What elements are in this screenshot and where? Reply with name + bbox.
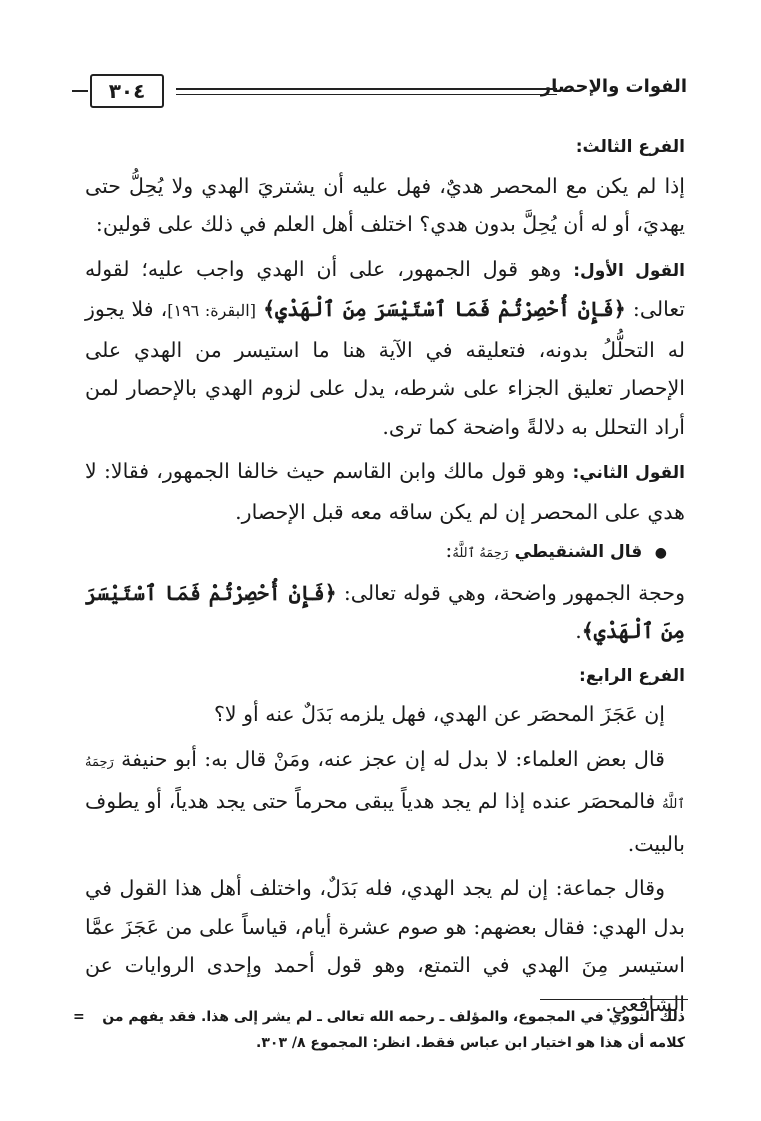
page-number: ٣٠٤ — [90, 74, 164, 108]
paragraph: إذا لم يكن مع المحصر هديٌ، فهل عليه أن يشتريَ الهدي ولا يُحِلُّ حتى يهديَ، أو له أن يُحِلَّ بدون هدي؟ اختلف أهل العلم في ذلك على قولين: — [85, 173, 685, 236]
footnote-continuation-marker: = — [73, 1009, 85, 1025]
paragraph — [85, 574, 685, 651]
footnote — [73, 1004, 685, 1056]
first-opinion-label: القول الأول: — [573, 260, 685, 281]
text: قال بعض العلماء: لا بدل له إن عجز عنه، ومَنْ قال به: أبو حنيفة — [121, 746, 665, 771]
footnote-text: ذلك النووي في المجموع، والمؤلف ـ رحمه الله تعالى ـ لم يشر إلى هذا. فقد يفهم من كلامه أن هذا هو اختيار ابن عباس فقط. انظر: المجموع ٨/ ٣٠٣. — [102, 1009, 685, 1051]
text: وهو قول مالك وابن القاسم حيث خالفا الجمهور، فقالا: لا هدي على المحصر إن لم يكن ساقه معه قبل الإحصار. — [85, 459, 685, 524]
period: . — [575, 619, 582, 643]
running-header — [72, 68, 687, 120]
verse-reference: [البقرة: ١٩٦] — [167, 301, 256, 320]
header-rule — [72, 90, 88, 92]
paragraph: إن عَجَزَ المحصَر عن الهدي، فهل يلزمه بَدَلٌ عنه أو لا؟ — [214, 702, 665, 726]
bullet-line — [85, 531, 685, 574]
paragraph-second-opinion — [85, 452, 685, 531]
honorific: رَحِمَهُ ٱللَّهُ — [85, 754, 685, 812]
paragraph: وقال جماعة: إن لم يجد الهدي، فله بَدَلٌ، واختلف أهل هذا القول في بدل الهدي: فقال بعضهم: هو صوم عشرة أيام، قياساً على من عَجَزَ عمَّا استيسر مِنَ الهدي في التمتع، وهو قول أحمد وإحدى الروايات عن الشافعي. — [85, 876, 685, 1016]
text: ، فلا يجوز له التحلُّلُ بدونه، فتعليقه في الآية هنا ما استيسر من الهدي على الإحصار تعليق الجزاء على شرطه، يدل على لزوم الهدي بالإحصار لمن أراد التحلل به دلالةً واضحة كما ترى. — [85, 297, 685, 439]
branch-3-heading: الفرع الثالث: — [575, 137, 685, 157]
footnote-separator — [540, 999, 688, 1000]
colon: : — [445, 538, 453, 562]
main-text — [85, 128, 685, 1023]
chapter-title: الفوات والإحصار — [540, 76, 687, 97]
paragraph-first-opinion — [85, 250, 685, 447]
text: وحجة الجمهور واضحة، وهي قوله تعالى: — [343, 580, 685, 605]
quran-verse: ﴿فَإِنْ أُحْصِرْتُمْ فَمَا ٱسْتَيْسَرَ مِنَ ٱلْهَدْيِ﴾ — [263, 297, 626, 321]
second-opinion-label: القول الثاني: — [572, 463, 686, 483]
bullet-icon: ● — [654, 545, 667, 561]
scholar-label: قال الشنقيطي — [514, 542, 643, 562]
text: وهو قول الجمهور، على أن الهدي واجب عليه؛ لقوله تعالى: — [85, 256, 685, 321]
header-rule — [176, 94, 557, 95]
paragraph — [85, 740, 685, 864]
text: فالمحصَر عنده إذا لم يجد هدياً يبقى محرماً حتى يجد هدياً، أو يطوف بالبيت. — [85, 789, 685, 856]
quran-verse: ﴿فَإِنْ أُحْصِرْتُمْ فَمَا ٱسْتَيْسَرَ مِنَ ٱلْهَدْيِ﴾ — [85, 580, 685, 643]
branch-4-heading: الفرع الرابع: — [579, 665, 685, 686]
honorific: رَحِمَهُ ٱللَّهُ — [452, 546, 509, 561]
header-rule — [176, 88, 557, 90]
